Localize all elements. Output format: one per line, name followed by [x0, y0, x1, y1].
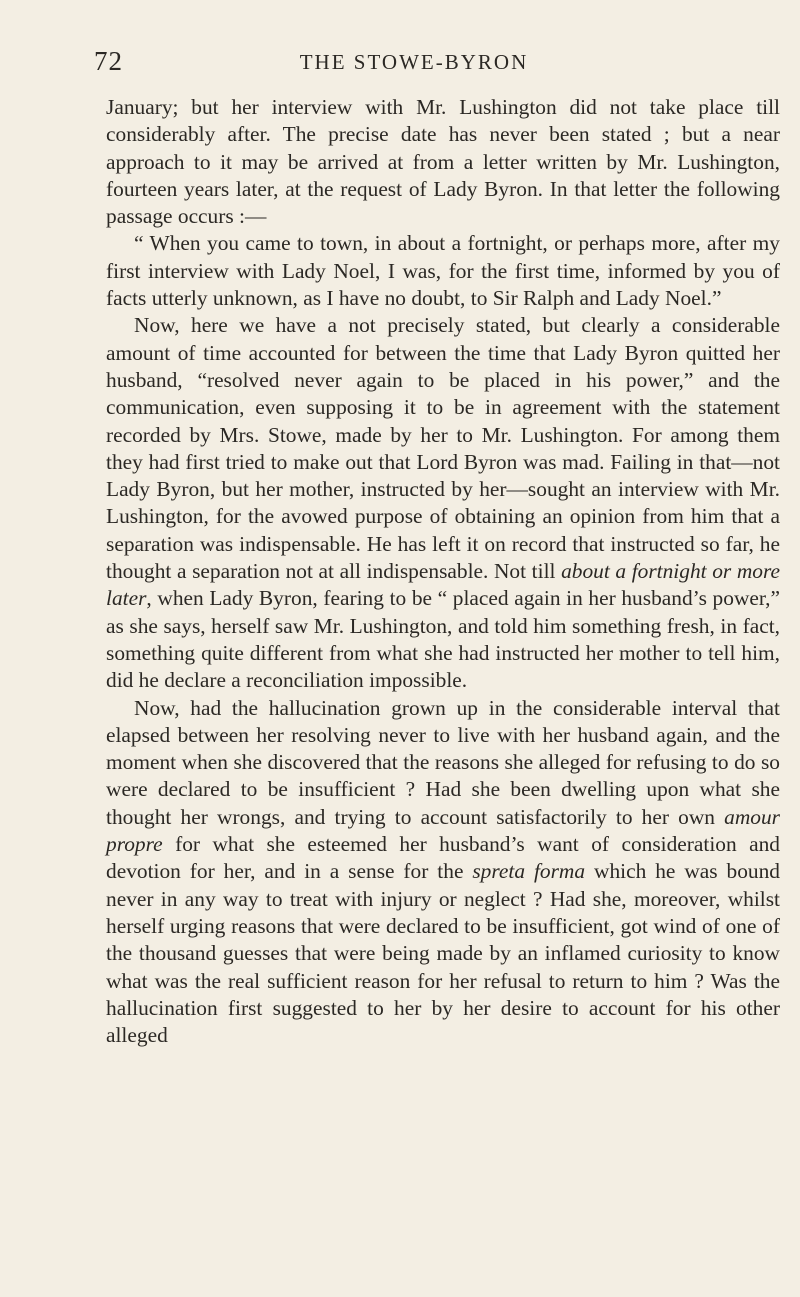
text-run: January; but her interview with Mr. Lushington did not take place till considerably after. The precise date has never been stated ; but a near approach to it may be arrived at from a letter written by Mr. Lushington, fourteen years later, at the request of Lady Byron. In that letter the following passage occurs :— [106, 95, 780, 229]
text-run: , when Lady Byron, fearing to be “ placed again in her husband’s power,” as she says, herself saw Mr. Lushington, and told him something fresh, in fact, something quite different from what she had instructed her mother to tell him, did he declare a reconciliation impossible. [106, 586, 780, 693]
body-text [106, 94, 780, 1049]
paragraph [106, 695, 780, 1050]
page-number: 72 [94, 46, 123, 76]
text-run: which he was bound never in any way to treat with injury or neglect ? Had she, moreover, whilst herself urging reasons that were declared to be insufficient, got wind of one of the thousand guesses that were being made by an inflamed curiosity to know what was the real sufficient reason for her refusal to return to him ? Was the hallucination first suggested to her by her desire to account for his other alleged [106, 859, 780, 1048]
italic-phrase: spreta forma [472, 859, 586, 884]
text-run: Now, here we have a not precisely stated, but clearly a considerable amount of time accounted for between the time that Lady Byron quitted her husband, “resolved never again to be placed in his power,” and the communication, even supposing it to be in agreement with the statement recorded by Mrs. Stowe, made by her to Mr. Lushington. For among them they had first tried to make out that Lord Byron was mad. Failing in that—not Lady Byron, but her mother, instructed by her—sought an interview with Mr. Lushington, for the avowed purpose of obtaining an opinion from him that a separation was indispensable. He has left it on record that instructed so far, he thought a separation not at all indispensable. Not till [106, 313, 780, 584]
text-run: “ When you came to town, in about a fortnight, or perhaps more, after my first interview with Lady Noel, I was, for the first time, informed by you of facts utterly unknown, as I have no doubt, to Sir Ralph and Lady Noel.” [106, 231, 780, 311]
running-head [94, 46, 734, 76]
text-run: for what she esteemed her husband’s want of consideration and devotion for her, and in a sense for the [106, 832, 780, 884]
paragraph [106, 94, 780, 230]
text-run: Now, had the hallucination grown up in the considerable interval that elapsed between her resolving never to live with her husband again, and the moment when she discovered that the reasons she alleged for refusing to do so were declared to be insufficient ? Had she been dwelling upon what she thought her wrongs, and trying to account satisfactorily to her own [106, 695, 780, 829]
paragraph [106, 312, 780, 694]
italic-phrase: about a fortnight or more later [106, 559, 780, 611]
paragraph [106, 230, 780, 312]
running-title: THE STOWE-BYRON [299, 50, 529, 74]
italic-phrase: amour propre [106, 804, 780, 857]
